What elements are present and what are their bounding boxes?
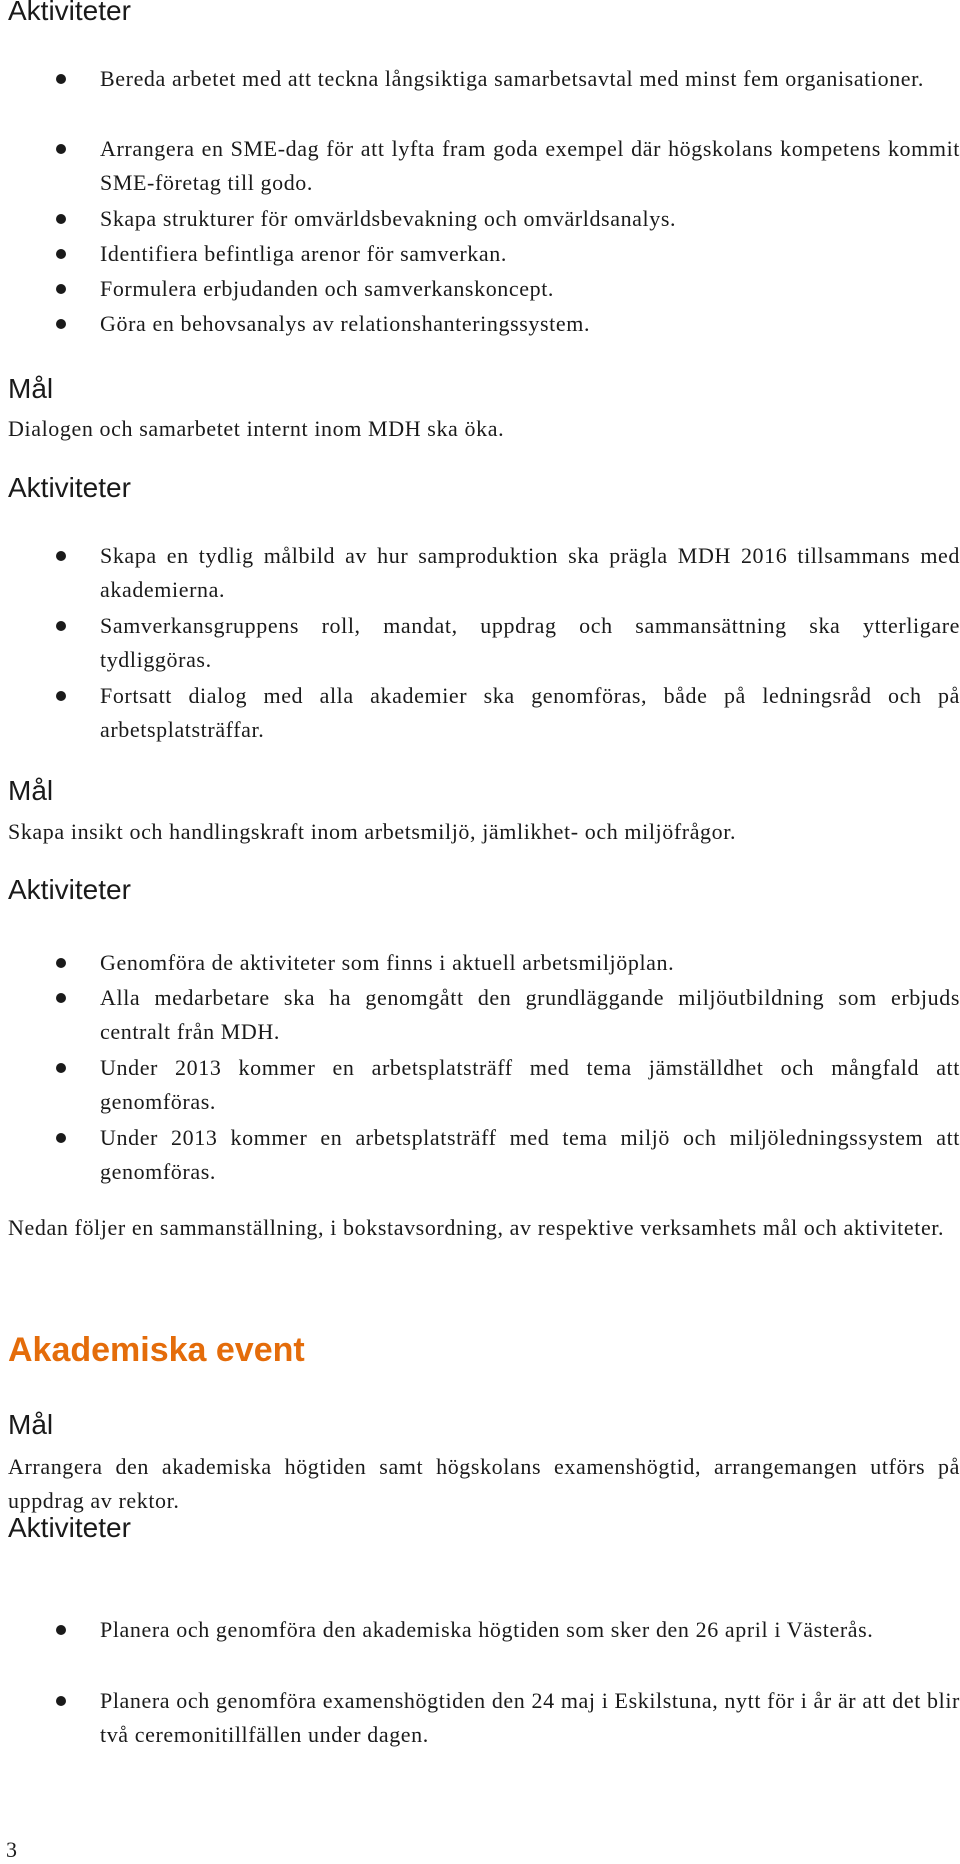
activities-heading: Aktiviteter xyxy=(8,1512,131,1543)
list-item: Identifiera befintliga arenor för samverkan. xyxy=(100,237,960,271)
bullet-icon xyxy=(56,551,66,561)
goal-heading: Mål xyxy=(8,1409,54,1440)
bullet-icon xyxy=(56,1696,66,1706)
list-item: Alla medarbetare ska ha genomgått den grundläggande miljöutbildning som erbjuds centralt från MDH. xyxy=(100,981,960,1049)
list-item: Planera och genomföra den akademiska högtiden som sker den 26 april i Västerås. xyxy=(100,1613,960,1647)
goal-heading: Mål xyxy=(8,775,54,806)
list-item: Under 2013 kommer en arbetsplatsträff med tema jämställdhet och mångfald att genomföras. xyxy=(100,1051,960,1119)
bullet-icon xyxy=(56,958,66,968)
bullet-icon xyxy=(56,691,66,701)
section-title: Akademiska event xyxy=(8,1331,305,1369)
bullet-icon xyxy=(56,1133,66,1143)
list-item: Formulera erbjudanden och samverkanskoncept. xyxy=(100,272,960,306)
goal-text: Skapa insikt och handlingskraft inom arbetsmiljö, jämlikhet- och miljöfrågor. xyxy=(8,819,737,844)
activities-heading: Aktiviteter xyxy=(8,0,131,26)
bullet-icon xyxy=(56,621,66,631)
bullet-icon xyxy=(56,319,66,329)
list-item: Samverkansgruppens roll, mandat, uppdrag och sammansättning ska ytterligare tydliggöras. xyxy=(100,609,960,677)
list-item: Genomföra de aktiviteter som finns i aktuell arbetsmiljöplan. xyxy=(100,946,960,980)
activities-heading: Aktiviteter xyxy=(8,874,131,905)
goal-heading: Mål xyxy=(8,373,54,404)
page-number: 3 xyxy=(6,1837,17,1862)
list-item: Skapa strukturer för omvärldsbevakning och omvärldsanalys. xyxy=(100,202,960,236)
goal-text: Arrangera den akademiska högtiden samt högskolans examenshögtid, arrangemangen utförs på uppdrag av rektor. xyxy=(8,1454,960,1513)
goal-text: Dialogen och samarbetet internt inom MDH ska öka. xyxy=(8,416,505,441)
bullet-icon xyxy=(56,144,66,154)
list-item: Planera och genomföra examenshögtiden den 24 maj i Eskilstuna, nytt för i år är att det blir två ceremonitillfällen under dagen. xyxy=(100,1684,960,1752)
bullet-icon xyxy=(56,1625,66,1635)
bullet-icon xyxy=(56,993,66,1003)
bullet-icon xyxy=(56,1063,66,1073)
list-item: Arrangera en SME-dag för att lyfta fram goda exempel där högskolans kompetens kommit SME-företag till godo. xyxy=(100,132,960,200)
summary-text: Nedan följer en sammanställning, i bokstavsordning, av respektive verksamhets mål och aktiviteter. xyxy=(8,1215,945,1240)
list-item: Göra en behovsanalys av relationshanteringssystem. xyxy=(100,307,960,341)
activities-heading: Aktiviteter xyxy=(8,472,131,503)
list-item: Fortsatt dialog med alla akademier ska genomföras, både på ledningsråd och på arbetsplatsträffar. xyxy=(100,679,960,747)
list-item: Bereda arbetet med att teckna långsiktiga samarbetsavtal med minst fem organisationer. xyxy=(100,62,960,96)
list-item: Under 2013 kommer en arbetsplatsträff med tema miljö och miljöledningssystem att genomföras. xyxy=(100,1121,960,1189)
bullet-icon xyxy=(56,284,66,294)
bullet-icon xyxy=(56,214,66,224)
bullet-icon xyxy=(56,249,66,259)
list-item: Skapa en tydlig målbild av hur samproduktion ska prägla MDH 2016 tillsammans med akademierna. xyxy=(100,539,960,607)
bullet-icon xyxy=(56,74,66,84)
